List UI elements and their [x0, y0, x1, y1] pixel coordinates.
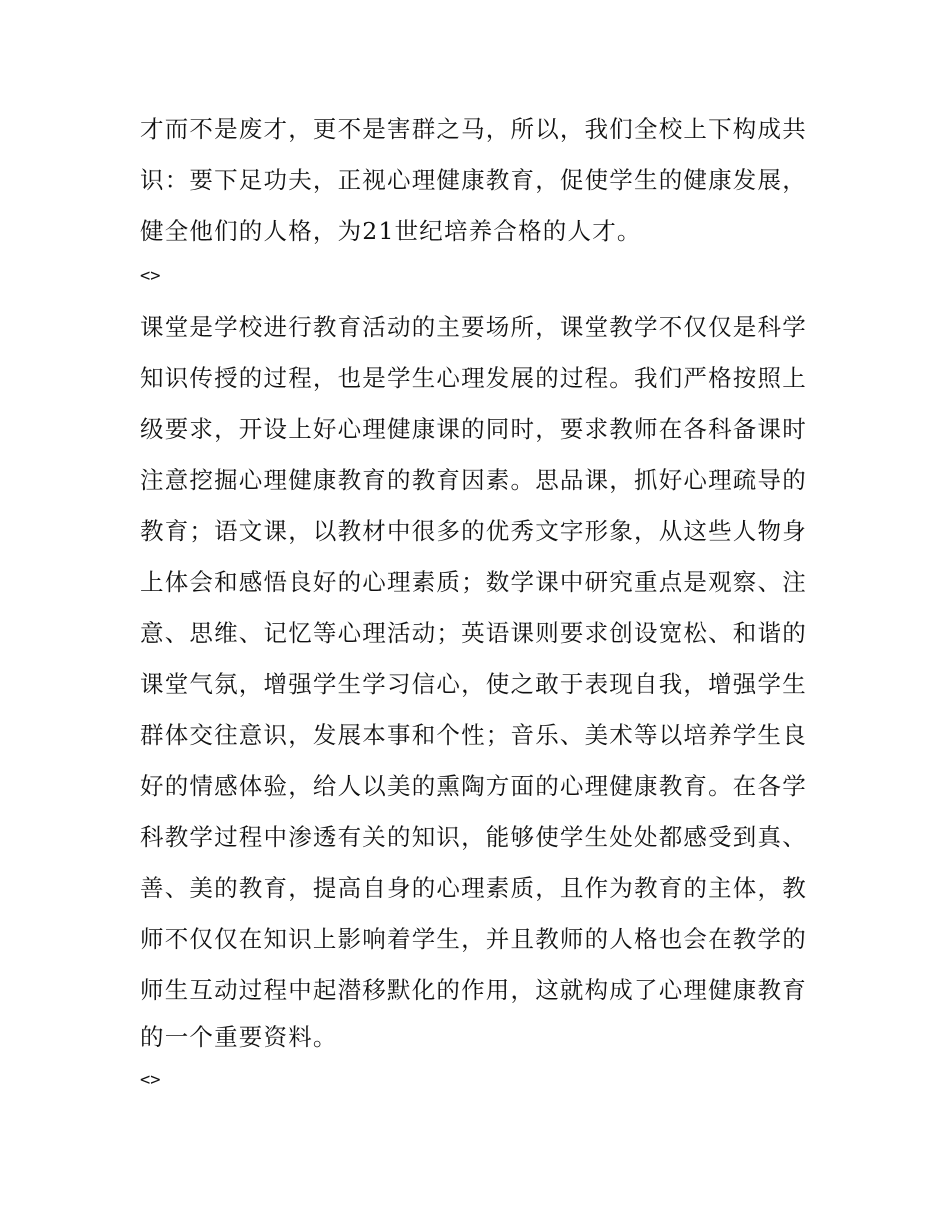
paragraph-line: 善、美的教育，提高自身的心理素质，且作为教育的主体，教 — [140, 874, 807, 902]
paragraph-line: 师生互动过程中起潜移默化的作用，这就构成了心理健康教育 — [140, 976, 807, 1004]
paragraph-line: 好的情感体验，给人以美的熏陶方面的心理健康教育。在各学 — [140, 772, 807, 800]
separator-marker: <> — [140, 266, 161, 286]
paragraph-line: 群体交往意识，发展本事和个性；音乐、美术等以培养学生良 — [140, 721, 807, 749]
paragraph-line: 课堂是学校进行教育活动的主要场所，课堂教学不仅仅是科学 — [140, 313, 807, 341]
paragraph-line: 课堂气氛，增强学生学习信心，使之敢于表现自我，增强学生 — [140, 670, 807, 698]
paragraph-line: 科教学过程中渗透有关的知识，能够使学生处处都感受到真、 — [140, 823, 807, 851]
paragraph-line: 上体会和感悟良好的心理素质；数学课中研究重点是观察、注 — [140, 568, 807, 596]
paragraph-line: 才而不是废才，更不是害群之马，所以，我们全校上下构成共 — [140, 115, 807, 143]
paragraph-line: 知识传授的过程，也是学生心理发展的过程。我们严格按照上 — [140, 364, 807, 392]
paragraph-line: 师不仅仅在知识上影响着学生，并且教师的人格也会在教学的 — [140, 925, 807, 953]
paragraph-line: 教育；语文课，以教材中很多的优秀文字形象，从这些人物身 — [140, 517, 807, 545]
separator-marker: <> — [140, 1070, 161, 1090]
paragraph-line: 的一个重要资料。 — [140, 1023, 338, 1051]
paragraph-line: 识：要下足功夫，正视心理健康教育，促使学生的健康发展， — [140, 166, 807, 194]
paragraph-line: 注意挖掘心理健康教育的教育因素。思品课，抓好心理疏导的 — [140, 466, 807, 494]
paragraph-line: 意、思维、记忆等心理活动；英语课则要求创设宽松、和谐的 — [140, 619, 807, 647]
paragraph-line: 健全他们的人格，为21世纪培养合格的人才。 — [140, 217, 642, 245]
paragraph-line: 级要求，开设上好心理健康课的同时，要求教师在各科备课时 — [140, 415, 807, 443]
